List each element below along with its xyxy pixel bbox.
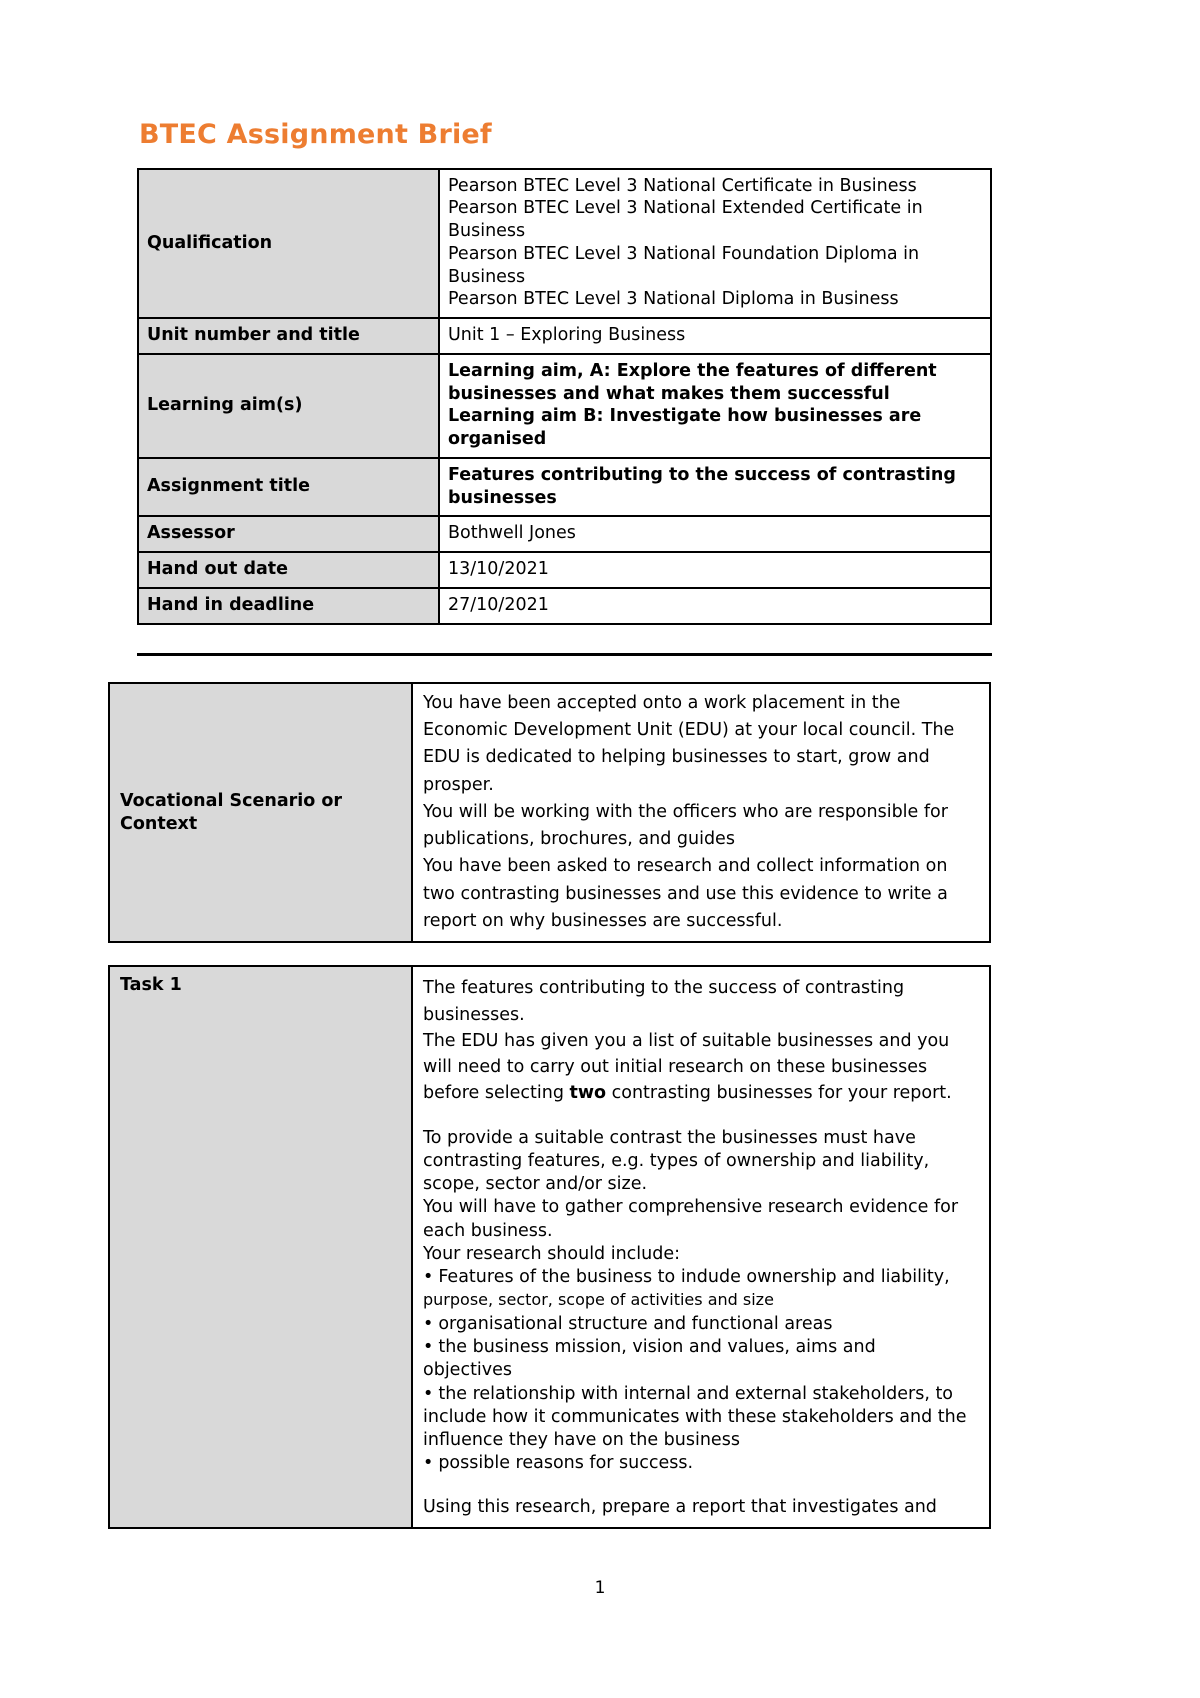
assignment-brief-table	[137, 168, 992, 625]
row-label-task: Task 1	[109, 966, 412, 1528]
task-intro-tail: contrasting businesses for your report.	[606, 1083, 952, 1104]
list-item	[423, 1336, 979, 1383]
row-value-scenario	[412, 683, 990, 943]
qualification-line: Pearson BTEC Level 3 National Certificate in Business	[448, 175, 917, 196]
row-label-assignment-title: Assignment title	[138, 458, 439, 517]
row-value-hand-out-date: 13/10/2021	[439, 552, 991, 588]
paragraph-spacer	[423, 1107, 979, 1127]
bullet-continuation: objectives	[423, 1360, 513, 1381]
row-label-hand-out-date: Hand out date	[138, 552, 439, 588]
task-paragraph-with-bold	[423, 1028, 979, 1107]
table-row-assessor	[138, 516, 991, 552]
qualification-line: Pearson BTEC Level 3 National Extended Certificate in Business	[448, 198, 923, 242]
task-closing-paragraph: Using this research, prepare a report that investigates and	[423, 1496, 937, 1517]
bullet-dot-icon: •	[423, 1267, 434, 1288]
page-bottom-clip	[0, 1553, 1200, 1567]
row-label-scenario: Vocational Scenario or Context	[109, 683, 412, 943]
row-label-unit: Unit number and title	[138, 318, 439, 354]
page-title: BTEC Assignment Brief	[139, 119, 492, 150]
vocational-scenario-table	[108, 682, 991, 944]
bullet-text: the relationship with internal and external stakeholders, to	[438, 1383, 954, 1404]
row-value-unit: Unit 1 – Exploring Business	[439, 318, 991, 354]
task-paragraph: Your research should include:	[423, 1243, 681, 1264]
list-item	[423, 1383, 979, 1453]
scenario-paragraph: You have been accepted onto a work placement in the Economic Development Unit (EDU) at your local council. The EDU is dedicated to helping businesses to start, grow and prosper.	[423, 692, 955, 795]
row-label-assessor: Assessor	[138, 516, 439, 552]
section-divider	[137, 653, 992, 656]
qualification-line: Pearson BTEC Level 3 National Foundation Diploma in Business	[448, 243, 920, 287]
research-bullet-list	[423, 1266, 979, 1475]
table-row-unit	[138, 318, 991, 354]
table-row-hand-out-date	[138, 552, 991, 588]
learning-aim-line: Learning aim B: Investigate how businesses are organised	[448, 406, 922, 450]
row-label-qualification: Qualification	[138, 169, 439, 319]
table-row-scenario	[109, 683, 990, 943]
row-label-hand-in-deadline: Hand in deadline	[138, 588, 439, 624]
task-paragraph: The features contributing to the success of contrasting businesses.	[423, 978, 905, 1025]
bullet-text: the business mission, vision and values, aims and	[438, 1337, 876, 1357]
task-table	[108, 965, 991, 1529]
page-number: 1	[594, 1578, 606, 1598]
page-footer	[0, 1578, 1200, 1598]
bullet-dot-icon: •	[423, 1453, 434, 1474]
row-value-assessor: Bothwell Jones	[439, 516, 991, 552]
table-row-qualification	[138, 169, 991, 319]
bullet-text: possible reasons for success.	[438, 1453, 694, 1474]
qualification-line: Pearson BTEC Level 3 National Diploma in Business	[448, 289, 899, 310]
bullet-dot-icon: •	[423, 1313, 434, 1334]
row-label-learning-aims: Learning aim(s)	[138, 354, 439, 458]
bullet-continuation: purpose, sector, scope of activities and size	[423, 1290, 774, 1310]
bullet-dot-icon: •	[423, 1337, 434, 1357]
list-item	[423, 1452, 979, 1475]
bullet-text: Features of the business to indude ownership and liability,	[438, 1267, 950, 1288]
row-value-learning-aims	[439, 354, 991, 458]
page-content	[120, 119, 992, 1529]
list-item	[423, 1266, 979, 1313]
paragraph-spacer	[423, 1476, 979, 1496]
scenario-paragraph: You have been asked to research and collect information on two contrasting businesses and use this evidence to write a report on why businesses are successful.	[423, 856, 948, 932]
table-row-assignment-title	[138, 458, 991, 517]
bullet-text: organisational structure and functional areas	[438, 1313, 833, 1334]
list-item	[423, 1313, 979, 1336]
task-intro-emphasis: two	[569, 1083, 607, 1104]
table-row-hand-in-deadline	[138, 588, 991, 624]
bullet-continuation: include how it communicates with these stakeholders and the influence they have on the business	[423, 1406, 967, 1451]
scenario-paragraph: You will be working with the officers who are responsible for publications, brochures, and guides	[423, 801, 948, 850]
row-value-hand-in-deadline: 27/10/2021	[439, 588, 991, 624]
row-value-assignment-title: Features contributing to the success of contrasting businesses	[439, 458, 991, 517]
learning-aim-line: Learning aim, A: Explore the features of different businesses and what makes them successful	[448, 360, 937, 404]
table-row-task	[109, 966, 990, 1528]
task-intro-text: The EDU has given you a list of suitable businesses and you will need to carry out initial research on these businesses before selecting	[423, 1030, 950, 1104]
row-value-qualification	[439, 169, 991, 319]
task-paragraph: You will have to gather comprehensive research evidence for each business.	[423, 1197, 959, 1241]
row-value-task	[412, 966, 990, 1528]
bullet-dot-icon: •	[423, 1383, 434, 1404]
task-paragraph: To provide a suitable contrast the businesses must have contrasting features, e.g. types of ownership and liability, scope, sector and/or size.	[423, 1127, 930, 1195]
table-row-learning-aims	[138, 354, 991, 458]
